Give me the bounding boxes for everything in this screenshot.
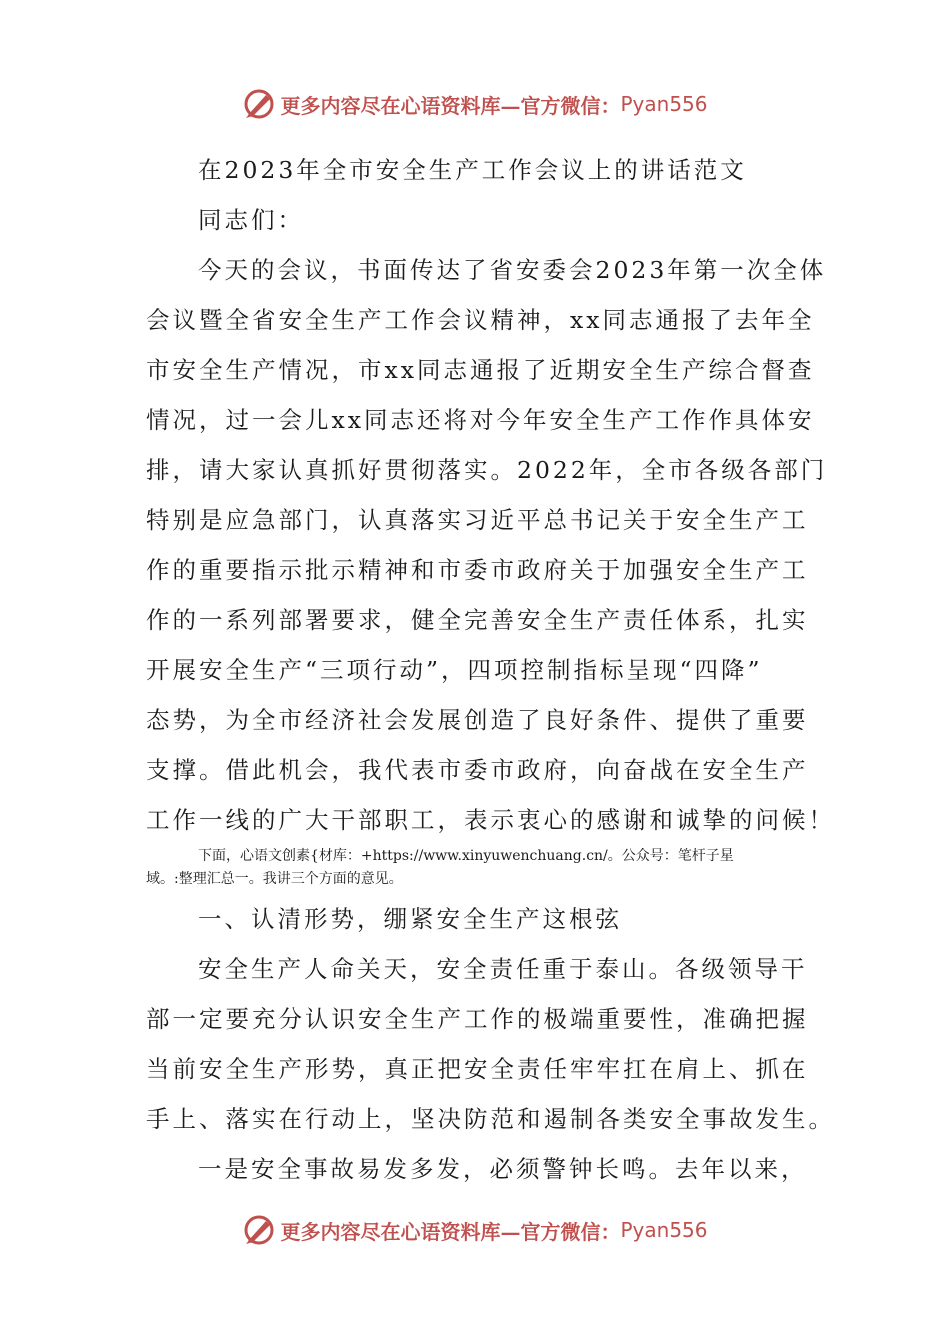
- paragraph-1-line: 市安全生产情况，市xx同志通报了近期安全生产综合督查: [146, 356, 815, 384]
- paragraph-1-line: 特别是应急部门，认真落实习近平总书记关于安全生产工: [146, 506, 809, 534]
- paragraph-1-line: 今天的会议，书面传达了省安委会2023年第一次全体: [198, 256, 827, 284]
- section-1-heading: 一、认清形势，绷紧安全生产这根弦: [198, 905, 622, 933]
- banner-text: 更多内容尽在心语资料库—官方微信：: [280, 1219, 621, 1244]
- paragraph-2-line: 手上、落实在行动上，坚决防范和遏制各类安全事故发生。: [146, 1105, 835, 1133]
- paragraph-2-line: 安全生产人命关天，安全责任重于泰山。各级领导干: [198, 955, 808, 983]
- paragraph-1-line: 开展安全生产“三项行动”，四项控制指标呈现“四降”: [146, 656, 763, 684]
- paragraph-2-line: 部一定要充分认识安全生产工作的极端重要性，准确把握: [146, 1005, 809, 1033]
- document-title: 在2023年全市安全生产工作会议上的讲话范文: [198, 156, 747, 184]
- paragraph-1-line: 排，请大家认真抓好贯彻落实。2022年，全市各级各部门: [146, 456, 828, 484]
- paragraph-1-line: 态势，为全市经济社会发展创造了良好条件、提供了重要: [146, 706, 809, 734]
- paragraph-1-line: 作的一系列部署要求，健全完善安全生产责任体系，扎实: [146, 606, 809, 634]
- salutation: 同志们：: [198, 206, 304, 234]
- paragraph-2-line: 当前安全生产形势，真正把安全责任牢牢扛在肩上、抓在: [146, 1055, 809, 1083]
- footer-banner: [0, 1210, 950, 1250]
- banner-wechat-id: Pyan556: [620, 1218, 708, 1242]
- paragraph-1-line: 支撑。借此机会，我代表市委市政府，向奋战在安全生产: [146, 756, 809, 784]
- banner-text: 更多内容尽在心语资料库—官方微信：: [280, 93, 621, 118]
- paragraph-1-line: 情况，过一会儿xx同志还将对今年安全生产工作作具体安: [146, 406, 815, 434]
- pen-logo-icon: [242, 87, 276, 121]
- source-note-line-1: 下面，心语文创素{材库：+https://www.xinyuwenchuang.cn/。公众号：笔杆子星: [198, 848, 734, 864]
- pen-logo-icon: [242, 1213, 276, 1247]
- paragraph-1-line: 作的重要指示批示精神和市委市政府关于加强安全生产工: [146, 556, 809, 584]
- paragraph-1-line: 会议暨全省安全生产工作会议精神，xx同志通报了去年全: [146, 306, 815, 334]
- source-note-line-2: 域。:整理汇总一。我讲三个方面的意见。: [146, 871, 403, 887]
- header-banner: [0, 84, 950, 124]
- paragraph-1-line: 工作一线的广大干部职工，表示衷心的感谢和诚挚的问候！: [146, 806, 835, 834]
- banner-wechat-id: Pyan556: [620, 92, 708, 116]
- paragraph-3-line: 一是安全事故易发多发，必须警钟长鸣。去年以来，: [198, 1155, 808, 1183]
